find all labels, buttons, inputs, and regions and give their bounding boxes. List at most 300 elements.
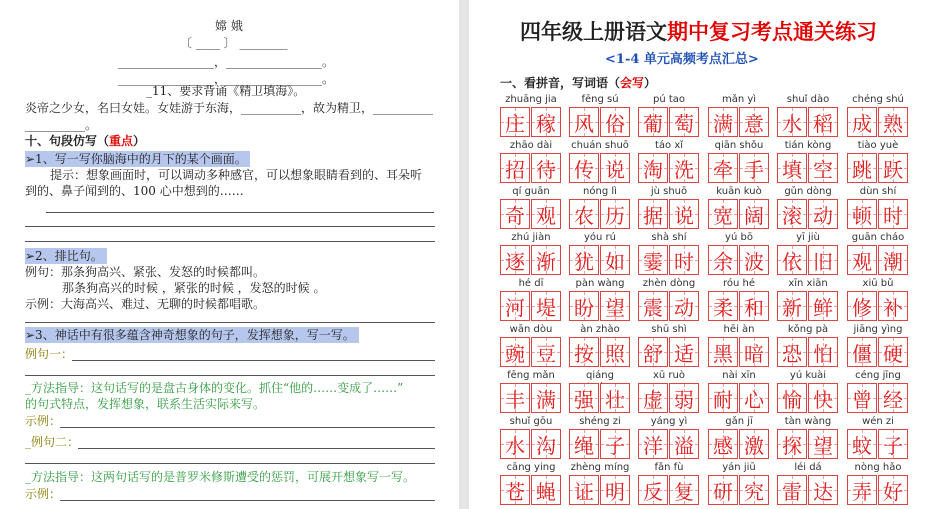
word-char-box: [600, 429, 630, 459]
word-char-box: [600, 107, 630, 137]
page-title: 四年级上册语文期中复习考点通关练习: [520, 19, 877, 44]
word-char: 空: [813, 157, 833, 182]
word-char: 弄: [852, 479, 872, 504]
word-char: 鲜: [813, 295, 833, 320]
word-char-box: [708, 107, 738, 137]
word-char-box: [531, 291, 561, 321]
answer-line: [25, 322, 435, 323]
word-char-box: [777, 383, 807, 413]
page-subtitle: <1-4 单元高频考点汇总>: [605, 52, 759, 67]
word-char: 恐: [782, 341, 802, 366]
word-char: 复: [674, 479, 694, 504]
answer-line: [60, 500, 435, 501]
word-char: 成: [852, 111, 872, 136]
word-char-box: [500, 153, 530, 183]
word-char: 照: [605, 341, 625, 366]
word-char-box: [569, 475, 599, 505]
hint-1: 提示：想象画面时，可以调动多种感官，可以想象眼睛看到的、耳朵听: [50, 168, 423, 182]
pinyin-label: yī jiù: [796, 232, 820, 243]
word-char: 萄: [674, 111, 694, 136]
word-char-box: [739, 475, 769, 505]
word-char-box: [569, 291, 599, 321]
pinyin-label: tiào yuè: [857, 140, 899, 151]
word-char: 熟: [883, 111, 903, 136]
word-char: 舒: [643, 341, 663, 366]
word-char-box: [669, 199, 699, 229]
word-char: 水: [505, 433, 525, 458]
word-char: 河: [505, 295, 525, 320]
pinyin-label: wén zi: [862, 416, 894, 427]
word-char-box: [739, 107, 769, 137]
word-char: 犹: [574, 249, 594, 274]
pinyin-label: zhèn dòng: [642, 278, 696, 289]
pinyin-label: yú bō: [725, 232, 753, 243]
answer-line: [25, 226, 435, 227]
poem-title: 嫦 娥: [215, 19, 243, 33]
word-char: 跃: [883, 157, 903, 182]
pinyin-label: xīn xiān: [788, 278, 828, 289]
pinyin-label: zhuāng jia: [505, 94, 557, 105]
word-char-box: [777, 199, 807, 229]
word-char-box: [847, 291, 877, 321]
word-char-box: [878, 245, 908, 275]
word-char: 说: [605, 157, 625, 182]
word-char-box: [777, 107, 807, 137]
pinyin-label: tián kòng: [784, 140, 832, 151]
pinyin-label: shéng zi: [579, 416, 621, 427]
word-char: 潮: [883, 249, 903, 274]
word-char: 愉: [782, 387, 802, 412]
word-char-box: [847, 153, 877, 183]
pinyin-label: mǎn yì: [721, 94, 757, 105]
word-char: 研: [713, 479, 733, 504]
word-char-box: [808, 291, 838, 321]
bracket-line: 〔 ____ 〕 ________: [180, 36, 288, 50]
pinyin-label: àn zhào: [580, 324, 620, 335]
word-char-box: [531, 337, 561, 367]
word-char-box: [808, 153, 838, 183]
show-example: 示例：大海高兴、难过、无聊的时候都唱歌。: [25, 297, 266, 311]
pinyin-label: yú kuài: [789, 370, 827, 381]
word-char-box: [600, 475, 630, 505]
word-char: 顿: [852, 203, 872, 228]
word-char: 波: [744, 249, 764, 274]
answer-line: [72, 360, 435, 361]
word-char: 跳: [852, 157, 872, 182]
word-char: 招: [505, 157, 525, 182]
word-char-box: [777, 153, 807, 183]
word-char-box: [500, 291, 530, 321]
word-char: 水: [782, 111, 802, 136]
pinyin-label: qí guān: [512, 186, 550, 197]
word-char: 绳: [574, 433, 594, 458]
example-fill: 那条狗高兴的时候 ，紧张的时候 ，发怒的时候 。: [62, 281, 326, 295]
word-char-box: [569, 429, 599, 459]
pinyin-label: kuān kuò: [716, 186, 762, 197]
pinyin-label: fēng sú: [581, 94, 619, 105]
word-char: 雷: [782, 479, 802, 504]
word-char-box: [638, 245, 668, 275]
recite-line: 炎帝之少女，名曰女娃。女娃游于东海，__________，故为精卫，__________: [25, 101, 434, 115]
word-char-box: [777, 245, 807, 275]
word-char-box: [669, 107, 699, 137]
word-char-box: [878, 153, 908, 183]
pinyin-label: yóu rú: [583, 232, 616, 243]
word-char: 子: [883, 433, 903, 458]
word-char-box: [600, 199, 630, 229]
word-char: 怕: [813, 341, 833, 366]
word-char: 强: [574, 387, 594, 412]
word-char: 农: [574, 203, 594, 228]
question-3: ➢3、神话中有很多蕴含神奇想象的句子，发挥想象，写一写。: [25, 327, 359, 343]
word-char-box: [638, 337, 668, 367]
word-char-box: [669, 291, 699, 321]
blank-row-1: ________________，________________。: [118, 55, 335, 69]
word-char: 俗: [605, 111, 625, 136]
word-char-box: [739, 245, 769, 275]
word-char: 说: [674, 203, 694, 228]
word-char-box: [708, 291, 738, 321]
word-char: 明: [605, 479, 625, 504]
pinyin-label: dùn shí: [859, 186, 897, 197]
word-char: 观: [852, 249, 872, 274]
example-sentence: 例句：那条狗高兴、紧张、发怒的时候都叫。: [25, 265, 266, 279]
word-char-box: [878, 291, 908, 321]
word-char-box: [708, 245, 738, 275]
word-char-box: [777, 291, 807, 321]
word-char: 证: [574, 479, 594, 504]
word-char-box: [669, 153, 699, 183]
word-char-box: [638, 199, 668, 229]
word-char: 望: [813, 433, 833, 458]
answer-line: [46, 212, 434, 213]
word-char: 新: [782, 295, 802, 320]
section-1-heading: 一、看拼音，写词语（会写）: [500, 76, 657, 90]
word-char-box: [808, 475, 838, 505]
word-char-box: [569, 107, 599, 137]
word-char-box: [777, 337, 807, 367]
word-char-box: [531, 383, 561, 413]
word-char-box: [878, 107, 908, 137]
word-char-box: [777, 475, 807, 505]
pinyin-label: jiāng yìng: [853, 324, 903, 335]
word-char: 洗: [674, 157, 694, 182]
word-char-box: [847, 245, 877, 275]
word-char: 快: [813, 387, 833, 412]
word-char-box: [669, 383, 699, 413]
pinyin-label: shuǐ dào: [786, 94, 830, 105]
word-char: 传: [574, 157, 594, 182]
word-char: 好: [883, 479, 903, 504]
word-char: 稻: [813, 111, 833, 136]
word-char-box: [531, 199, 561, 229]
word-char: 如: [605, 249, 625, 274]
pinyin-label: hé dī: [518, 278, 544, 289]
hint-1b: 到的、鼻子闻到的、100 心中想到的……: [25, 184, 244, 198]
word-char-box: [808, 383, 838, 413]
word-char: 意: [744, 111, 764, 136]
word-char: 柔: [713, 295, 733, 320]
word-char: 依: [782, 249, 802, 274]
word-char: 稼: [536, 111, 556, 136]
pinyin-label: gǔn dòng: [784, 186, 832, 197]
word-char-box: [808, 199, 838, 229]
word-char-box: [531, 245, 561, 275]
word-char-box: [600, 153, 630, 183]
word-char: 壮: [605, 387, 625, 412]
word-char: 究: [744, 479, 764, 504]
word-char: 苍: [505, 479, 525, 504]
word-char-box: [808, 245, 838, 275]
word-char-box: [739, 291, 769, 321]
word-char-box: [500, 245, 530, 275]
word-char-box: [878, 337, 908, 367]
pinyin-label: zhāo dài: [509, 140, 553, 151]
word-char: 探: [782, 433, 802, 458]
word-char: 按: [574, 341, 594, 366]
pinyin-label: yán jiū: [722, 462, 756, 473]
word-char-box: [638, 429, 668, 459]
word-char-box: [669, 429, 699, 459]
word-char-box: [878, 199, 908, 229]
pinyin-label: kǒng pà: [787, 324, 829, 335]
word-char: 丰: [505, 387, 525, 412]
word-char: 修: [852, 295, 872, 320]
word-char-box: [669, 245, 699, 275]
word-char-box: [878, 429, 908, 459]
word-char-box: [638, 153, 668, 183]
word-char: 霎: [643, 249, 663, 274]
word-char-box: [878, 475, 908, 505]
word-char: 曾: [852, 387, 872, 412]
word-char: 动: [674, 295, 694, 320]
word-char: 暗: [744, 341, 764, 366]
word-char: 风: [574, 111, 594, 136]
word-char: 宽: [713, 203, 733, 228]
pinyin-label: léi dá: [794, 462, 822, 473]
word-char: 虚: [643, 387, 663, 412]
pinyin-label: táo xǐ: [654, 140, 684, 151]
blank-row-2: ________________，________________。: [118, 72, 335, 86]
question-2: ➢2、排比句。: [25, 248, 107, 264]
word-char-box: [847, 337, 877, 367]
word-char-box: [569, 337, 599, 367]
pinyin-label: zhú jiàn: [511, 232, 551, 243]
right-page: [469, 0, 935, 509]
word-char-box: [531, 429, 561, 459]
left-page: [0, 0, 459, 509]
word-char: 洋: [643, 433, 663, 458]
word-char-box: [739, 199, 769, 229]
word-char-box: [739, 337, 769, 367]
word-char-box: [569, 245, 599, 275]
pinyin-label: shà shí: [651, 232, 687, 243]
word-char: 豌: [505, 341, 525, 366]
word-char-box: [600, 337, 630, 367]
word-char: 历: [605, 203, 625, 228]
word-char-box: [708, 475, 738, 505]
word-char: 庄: [505, 111, 525, 136]
method-guide-1b: 的句式特点，发挥想象，联系生活实际来写。: [25, 397, 266, 411]
word-char: 蝇: [536, 479, 556, 504]
word-char: 硬: [883, 341, 903, 366]
word-char-box: [847, 107, 877, 137]
word-char: 黑: [713, 341, 733, 366]
word-char-box: [638, 107, 668, 137]
word-char-box: [500, 383, 530, 413]
pinyin-label: xū ruò: [652, 370, 685, 381]
pinyin-label: guān cháo: [851, 232, 905, 243]
pinyin-label: yáng yì: [650, 416, 688, 427]
word-char: 僵: [852, 341, 872, 366]
word-char: 溢: [674, 433, 694, 458]
word-char-box: [531, 107, 561, 137]
word-char: 手: [744, 157, 764, 182]
word-char-box: [669, 337, 699, 367]
word-char: 观: [536, 203, 556, 228]
word-char-box: [500, 429, 530, 459]
word-char-box: [531, 475, 561, 505]
pinyin-label: xiū bǔ: [862, 278, 894, 289]
pinyin-label: jù shuō: [650, 186, 688, 197]
word-char: 震: [643, 295, 663, 320]
word-char-box: [739, 429, 769, 459]
word-char: 牵: [713, 157, 733, 182]
word-char: 动: [813, 203, 833, 228]
pinyin-label: fēng mǎn: [507, 370, 555, 381]
word-char-box: [669, 475, 699, 505]
pinyin-label: fǎn fù: [654, 462, 684, 473]
word-char: 补: [883, 295, 903, 320]
word-char: 耐: [713, 387, 733, 412]
pinyin-label: shū shì: [651, 324, 687, 335]
word-char: 子: [605, 433, 625, 458]
word-char-box: [638, 475, 668, 505]
pinyin-label: shuǐ gōu: [509, 416, 553, 427]
word-char-box: [808, 107, 838, 137]
pinyin-label: hēi àn: [723, 324, 755, 335]
word-char: 时: [883, 203, 903, 228]
word-char-box: [500, 337, 530, 367]
word-char-box: [531, 153, 561, 183]
word-char: 据: [643, 203, 663, 228]
word-char: 反: [643, 479, 663, 504]
word-char: 淘: [643, 157, 663, 182]
pinyin-label: nòng hǎo: [854, 462, 902, 473]
word-char-box: [808, 337, 838, 367]
pinyin-label: qiáng: [586, 370, 614, 381]
pinyin-label: céng jīng: [855, 370, 901, 381]
pinyin-label: gǎn jī: [725, 416, 753, 427]
word-char: 奇: [505, 203, 525, 228]
item-11: _11、要求背诵《精卫填海》。: [146, 84, 306, 98]
answer-line: [25, 375, 435, 376]
word-char-box: [569, 383, 599, 413]
pinyin-label: cāng ying: [506, 462, 556, 473]
pinyin-label: pàn wàng: [575, 278, 625, 289]
word-char-box: [878, 383, 908, 413]
word-char: 豆: [536, 341, 556, 366]
question-1: ➢1、写一写你脑海中的月下的某个画面。: [25, 151, 250, 167]
example-1-label: 例句一：: [25, 347, 74, 361]
answer-line: [25, 241, 435, 242]
word-char: 心: [744, 387, 764, 412]
pinyin-label: qiān shǒu: [714, 140, 764, 151]
word-char-box: [600, 383, 630, 413]
word-char: 旧: [813, 249, 833, 274]
pinyin-label: pú tao: [652, 94, 686, 105]
word-char-box: [569, 199, 599, 229]
word-char: 盼: [574, 295, 594, 320]
word-char-box: [739, 153, 769, 183]
word-char: 和: [744, 295, 764, 320]
word-char: 满: [536, 387, 556, 412]
word-char-box: [638, 383, 668, 413]
word-char: 激: [744, 433, 764, 458]
show-1-label: 示例：: [25, 414, 62, 428]
pinyin-label: róu hé: [722, 278, 756, 289]
word-char-box: [847, 475, 877, 505]
recite-line-end: __________。: [25, 118, 98, 132]
answer-line: [25, 463, 435, 464]
word-char: 蚊: [852, 433, 872, 458]
answer-line: [78, 448, 435, 449]
pinyin-label: wān dòu: [509, 324, 553, 335]
answer-line: [60, 427, 435, 428]
section-10-heading: 十、句段仿写（重点）: [25, 134, 146, 148]
word-char: 逐: [505, 249, 525, 274]
word-char-box: [600, 245, 630, 275]
word-char-box: [500, 107, 530, 137]
pinyin-label: chéng shú: [852, 94, 904, 105]
word-char: 满: [713, 111, 733, 136]
word-char: 阔: [744, 203, 764, 228]
word-char-box: [708, 429, 738, 459]
word-char: 时: [674, 249, 694, 274]
word-char-box: [847, 199, 877, 229]
word-char-box: [708, 153, 738, 183]
word-char: 沟: [536, 433, 556, 458]
word-char-box: [638, 291, 668, 321]
word-char: 填: [782, 157, 802, 182]
pinyin-label: chuán shuō: [571, 140, 629, 151]
word-char: 适: [674, 341, 694, 366]
word-char: 感: [713, 433, 733, 458]
word-char: 堤: [536, 295, 556, 320]
word-char-box: [600, 291, 630, 321]
show-2-label: 示例：: [25, 487, 62, 501]
pinyin-label: nóng lì: [583, 186, 617, 197]
method-guide-1: _方法指导：这句话写的是盘古身体的变化。抓住“他的……变成了……”: [25, 381, 404, 395]
pinyin-label: nài xīn: [722, 370, 756, 381]
word-char-box: [708, 199, 738, 229]
word-char: 达: [813, 479, 833, 504]
word-char: 渐: [536, 249, 556, 274]
word-char-box: [500, 199, 530, 229]
word-char: 葡: [643, 111, 663, 136]
word-char: 经: [883, 387, 903, 412]
word-char-box: [569, 153, 599, 183]
word-char: 弱: [674, 387, 694, 412]
word-char-box: [708, 337, 738, 367]
word-char: 余: [713, 249, 733, 274]
word-char-box: [808, 429, 838, 459]
word-char-box: [847, 383, 877, 413]
word-char-box: [500, 475, 530, 505]
word-char-box: [739, 383, 769, 413]
method-guide-2: _方法指导：这两句话写的是普罗米修斯遭受的惩罚，可展开想象写一写。: [25, 470, 416, 484]
word-char: 望: [605, 295, 625, 320]
